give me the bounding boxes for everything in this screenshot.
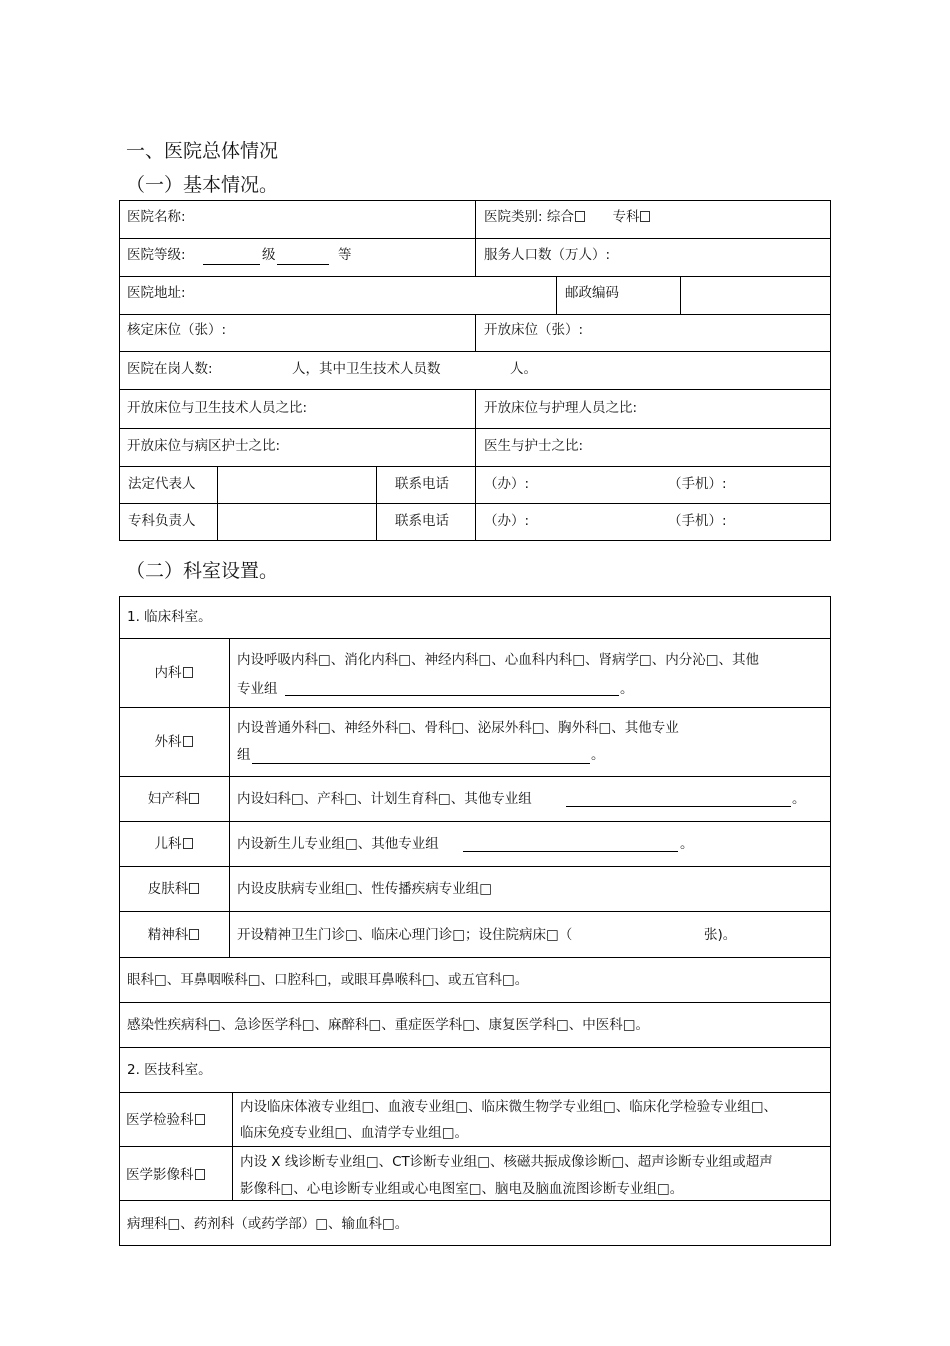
category-specialty-checkbox[interactable] (640, 211, 650, 222)
dept-surgery-checkbox[interactable] (183, 736, 193, 747)
dept-psychiatry: 精神科 (119, 926, 229, 944)
dept-pathology-row: 病理科□、药剂科（或药学部）□、输血科□。 (127, 1216, 409, 1232)
dept-lab: 医学检验科 (126, 1111, 206, 1129)
dept-infectious-row: 感染性疾病科□、急诊医学科□、麻醉科□、重症医学科□、康复医学科□、中医科□。 (127, 1017, 650, 1033)
staff-count-label: 医院在岗人数: (127, 361, 213, 377)
dept-surgery-subunits: 内设普通外科□、神经外科□、骨科□、泌尿外科□、胸外科□、其他专业 (237, 720, 679, 736)
legal-rep-phone-label: 联系电话 (395, 476, 449, 492)
dept-lab-line1: 内设临床体液专业组□、血液专业组□、临床微生物学专业组□、临床化学检验专业组□、 (240, 1099, 778, 1115)
legal-rep-office-phone: （办）: (484, 476, 530, 492)
ratio-doctor-nurse-label: 医生与护士之比: (484, 438, 584, 454)
address-label: 医院地址: (127, 285, 186, 301)
dept-eye-ent-row: 眼科□、耳鼻咽喉科□、口腔科□，或眼耳鼻喉科□、或五官科□。 (127, 972, 529, 988)
legal-rep-label: 法定代表人 (128, 476, 196, 492)
dept-psychiatry-end: 张)。 (704, 927, 737, 943)
specialty-head-label: 专科负责人 (128, 513, 196, 529)
ratio-tech-label: 开放床位与卫生技术人员之比: (127, 400, 308, 416)
ratio-ward-label: 开放床位与病区护士之比: (127, 438, 281, 454)
tech-staff-label: 人，其中卫生技术人员数 (292, 361, 441, 377)
specialty-head-office-phone: （办）: (484, 513, 530, 529)
ratio-nursing-label: 开放床位与护理人员之比: (484, 400, 638, 416)
dept-obgyn-subunits: 内设妇科□、产科□、计划生育科□、其他专业组 (237, 791, 532, 807)
dept-internal-checkbox[interactable] (183, 667, 193, 678)
specialty-head-phone-label: 联系电话 (395, 513, 449, 529)
dept-surgery: 外科 (119, 733, 229, 751)
dept-lab-checkbox[interactable] (195, 1114, 205, 1125)
specialty-head-mobile: （手机）: (668, 513, 727, 529)
hospital-grade-label: 医院等级: (127, 247, 186, 263)
dept-internal: 内科 (119, 664, 229, 682)
legal-rep-mobile: （手机）: (668, 476, 727, 492)
hospital-category (484, 208, 651, 226)
dept-psychiatry-checkbox[interactable] (189, 929, 199, 940)
dept-imaging-line2: 影像科□、心电诊断专业组或心电图室□、脑电及脑血流图诊断专业组□。 (240, 1181, 684, 1197)
dept-imaging-line1: 内设 X 线诊断专业组□、CT诊断专业组□、核磁共振成像诊断□、超声诊断专业组或超声 (240, 1154, 773, 1170)
grade-level-label: 级 (262, 247, 276, 263)
dept-obgyn-checkbox[interactable] (189, 793, 199, 804)
dept-imaging-checkbox[interactable] (195, 1169, 205, 1180)
grade-class-label: 等 (338, 247, 352, 263)
dept-obgyn-end: 。 (792, 791, 806, 807)
departments-table (119, 596, 831, 1246)
approved-beds-label: 核定床位（张）: (127, 322, 227, 338)
dept-internal-end: 。 (620, 681, 634, 697)
open-beds-label: 开放床位（张）: (484, 322, 584, 338)
category-label: 医院类别: (484, 209, 543, 225)
dept-pediatrics-end: 。 (680, 836, 694, 852)
dept-dermatology: 皮肤科 (119, 880, 229, 898)
subsection-basic-title: （一）基本情况。 (126, 174, 279, 196)
dept-psychiatry-subunits: 开设精神卫生门诊□、临床心理门诊□；设住院病床□（ (237, 927, 573, 943)
dept-internal-other-label: 专业组 (237, 681, 278, 697)
subsection-depts-title: （二）科室设置。 (126, 560, 279, 582)
dept-pediatrics-checkbox[interactable] (183, 838, 193, 849)
dept-pediatrics-subunits: 内设新生儿专业组□、其他专业组 (237, 836, 439, 852)
hospital-name-label: 医院名称: (127, 209, 186, 225)
section-title: 一、医院总体情况 (126, 140, 279, 162)
population-label: 服务人口数（万人）: (484, 247, 611, 263)
medtech-depts-heading: 2. 医技科室。 (127, 1062, 212, 1078)
dept-internal-subunits: 内设呼吸内科□、消化内科□、神经内科□、心血科内科□、肾病学□、内分沁□、其他 (237, 652, 760, 668)
dept-dermatology-checkbox[interactable] (189, 883, 199, 894)
dept-dermatology-subunits: 内设皮肤病专业组□、性传播疾病专业组□ (237, 881, 493, 897)
dept-lab-line2: 临床免疫专业组□、血清学专业组□。 (240, 1125, 469, 1141)
category-general-label: 综合 (546, 209, 574, 225)
category-specialty-label: 专科 (612, 209, 640, 225)
dept-obgyn: 妇产科 (119, 790, 229, 808)
tech-staff-unit: 人。 (510, 361, 537, 377)
category-general-checkbox[interactable] (575, 211, 585, 222)
dept-pediatrics: 儿科 (119, 835, 229, 853)
dept-imaging: 医学影像科 (126, 1166, 206, 1184)
postcode-label: 邮政编码 (565, 285, 619, 301)
dept-surgery-other-label: 组 (237, 747, 251, 763)
clinical-depts-heading: 1. 临床科室。 (127, 609, 212, 625)
dept-surgery-end: 。 (591, 747, 605, 763)
